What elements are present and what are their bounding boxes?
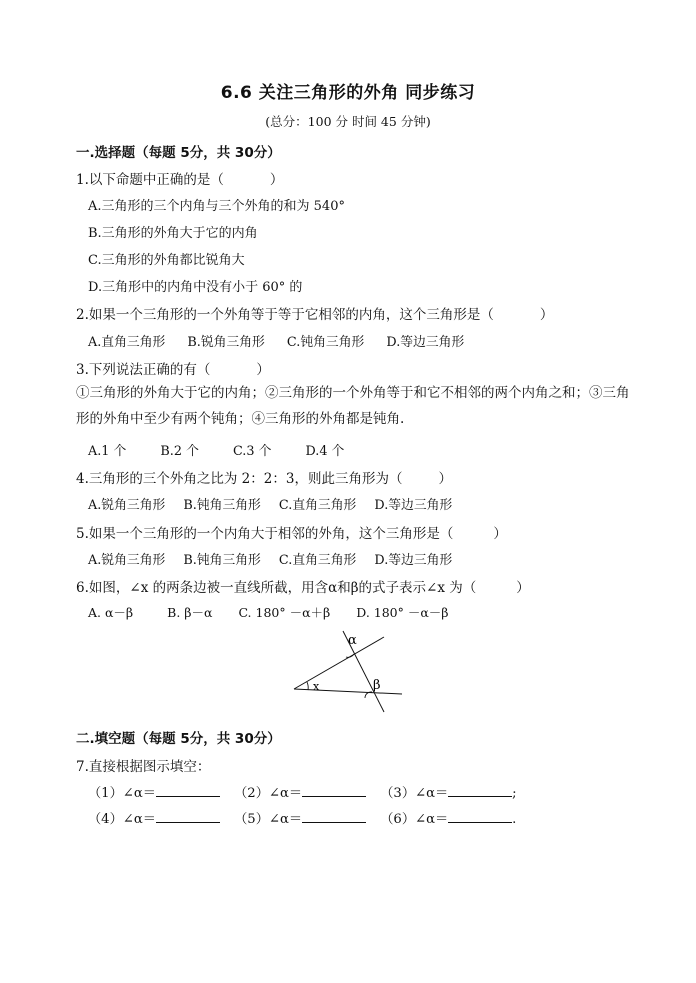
angle-figure [292, 628, 408, 714]
page-title: 6.6 关注三角形的外角 同步练习 [220, 83, 476, 103]
option-b: B.2 个 [160, 444, 199, 459]
option-c: C.直角三角形 [278, 498, 357, 513]
question-7-row-2 [88, 808, 526, 827]
figure-upper-ray [294, 637, 384, 689]
question-4 [76, 467, 452, 487]
alpha-label: α [348, 633, 357, 648]
paren-close: ） [438, 471, 452, 487]
x-label: x [313, 680, 320, 693]
blank-4 [88, 808, 220, 827]
blank-3 [380, 782, 516, 801]
blank-label: （5）∠α＝ [234, 812, 303, 827]
question-7-stem: 7.直接根据图示填空： [76, 759, 211, 775]
answer-line [156, 810, 220, 823]
blank-label: （6）∠α＝ [380, 812, 449, 827]
option-d: D. 180° －α－β [356, 605, 449, 620]
paren-close: ） [269, 172, 284, 188]
question-4-stem: 4.三角形的三个外角之比为 2：2：3，则此三角形为（ [76, 471, 403, 487]
x-arc [307, 682, 308, 690]
option-d: D.等边三角形 [386, 335, 465, 350]
question-2-stem: 2.如果一个三角形的一个外角等于等于它相邻的内角，这个三角形是（ [76, 307, 494, 323]
answer-line [156, 784, 220, 797]
question-4-options [88, 494, 470, 513]
option-a: A.锐角三角形 [88, 498, 166, 513]
question-7-row-1 [88, 782, 527, 801]
option-b: B. β－α [167, 605, 213, 620]
blank-6 [380, 808, 516, 827]
question-1-stem: 1.以下命题中正确的是（ [76, 172, 224, 188]
option-c: C.3 个 [232, 444, 272, 459]
option-d: D.等边三角形 [374, 553, 453, 568]
option-b: B.钝角三角形 [183, 498, 261, 513]
question-5 [76, 522, 507, 542]
answer-line [302, 810, 366, 823]
blank-1 [88, 782, 220, 801]
blank-label: （1）∠α＝ [88, 786, 156, 801]
option-c: C.直角三角形 [278, 553, 357, 568]
option-b: B.锐角三角形 [187, 335, 265, 350]
section-heading-fill: 二.填空题（每题 5分，共 30分） [76, 731, 281, 747]
question-2-options [88, 331, 482, 350]
question-1 [76, 168, 283, 188]
question-5-options [88, 549, 470, 568]
question-1-option-a: A.三角形的三个内角与三个外角的和为 540° [88, 199, 345, 214]
paren-close: ） [256, 362, 270, 378]
blank-label: （2）∠α＝ [234, 786, 303, 801]
question-3 [76, 358, 270, 378]
question-1-option-b: B.三角形的外角大于它的内角 [88, 226, 258, 241]
blank-5 [234, 808, 366, 827]
option-d: D.4 个 [305, 444, 345, 459]
question-6-options [88, 603, 467, 621]
option-a: A.锐角三角形 [88, 553, 166, 568]
figure-lower-ray [294, 689, 402, 694]
paren-close: ） [539, 307, 554, 323]
page-subtitle: (总分：100 分 时间 45 分钟) [265, 114, 431, 129]
blank-label: （3）∠α＝ [380, 786, 449, 801]
row-end-punct: ; [512, 786, 517, 801]
question-1-option-d: D.三角形中的内角中没有小于 60° 的 [88, 280, 303, 295]
blank-2 [234, 782, 366, 801]
question-3-stem: 3.下列说法正确的有（ [76, 362, 211, 378]
option-d: D.等边三角形 [374, 498, 453, 513]
question-3-statements: ①三角形的外角大于它的内角；②三角形的一个外角等于和它不相邻的两个内角之和；③三角形的外角中至少有两个钝角；④三角形的外角都是钝角. [76, 385, 630, 427]
section-heading-choice: 一.选择题（每题 5分，共 30分） [76, 145, 281, 161]
question-6 [76, 576, 530, 596]
option-a: A. α－β [88, 605, 134, 620]
question-3-options [88, 440, 362, 459]
question-5-stem: 5.如果一个三角形的一个内角大于相邻的外角，这个三角形是（ [76, 526, 454, 542]
question-2 [76, 303, 553, 323]
paren-close: ） [516, 580, 530, 596]
option-a: A.直角三角形 [88, 335, 166, 350]
beta-label: β [373, 678, 381, 693]
option-a: A.1 个 [88, 444, 127, 459]
answer-line [448, 784, 512, 797]
row-end-punct: . [512, 812, 517, 827]
option-c: C. 180° －α＋β [238, 605, 331, 620]
blank-label: （4）∠α＝ [88, 812, 156, 827]
question-6-stem: 6.如图，∠x 的两条边被一直线所截，用含α和β的式子表示∠x 为（ [76, 580, 477, 596]
paren-close: ） [493, 526, 507, 542]
answer-line [448, 810, 512, 823]
option-b: B.钝角三角形 [183, 553, 261, 568]
option-c: C.钝角三角形 [286, 335, 365, 350]
answer-line [302, 784, 366, 797]
question-1-option-c: C.三角形的外角都比锐角大 [88, 253, 245, 268]
